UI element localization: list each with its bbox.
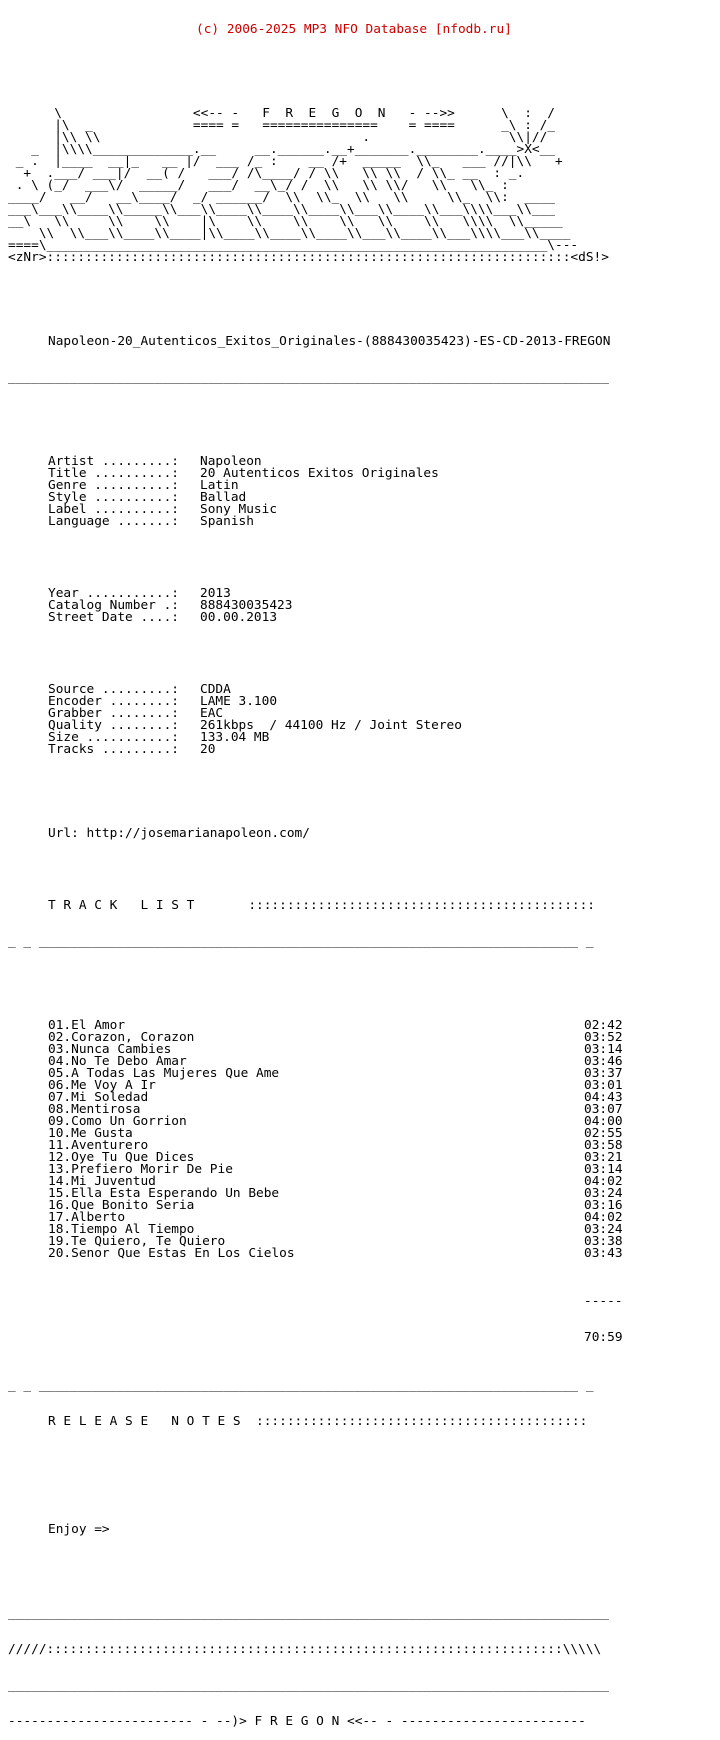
spacer <box>8 648 623 660</box>
track-title: 20.Senor Que Estas En Los Cielos <box>48 1246 295 1261</box>
total-rule-row <box>8 1296 623 1308</box>
info-row <box>8 516 623 528</box>
track-row <box>8 1092 623 1104</box>
info-value: 133.04 MB <box>200 730 270 745</box>
total-time-row <box>8 1332 623 1344</box>
track-time: 02:55 <box>584 1126 623 1141</box>
track-row <box>8 1128 623 1140</box>
credit-header: (c) 2006-2025 MP3 NFO Database [nfodb.ru] <box>196 22 512 37</box>
info-label: Label ..........: <box>48 502 179 517</box>
track-title: 04.No Te Debo Amar <box>48 1054 187 1069</box>
track-title: 16.Que Bonito Seria <box>48 1198 195 1213</box>
track-title: 09.Como Un Gorrion <box>48 1114 187 1129</box>
info-label: Quality ........: <box>48 718 179 733</box>
spacer <box>8 972 623 984</box>
track-time: 02:42 <box>584 1018 623 1033</box>
info-value: Ballad <box>200 490 247 505</box>
info-label: Year ...........: <box>48 586 179 601</box>
info-value: 20 Autenticos Exitos Originales <box>200 466 439 481</box>
track-row <box>8 1056 623 1068</box>
info-block-general <box>8 456 623 528</box>
spacer <box>8 1488 623 1500</box>
track-row <box>8 1116 623 1128</box>
track-row <box>8 1200 623 1212</box>
track-title: 11.Aventurero <box>48 1138 149 1153</box>
track-time: 03:14 <box>584 1162 623 1177</box>
track-time: 04:00 <box>584 1114 623 1129</box>
info-value: Napoleon <box>200 454 262 469</box>
ascii-logo <box>8 108 623 264</box>
track-title: 10.Me Gusta <box>48 1126 133 1141</box>
info-label: Language .......: <box>48 514 179 529</box>
info-label: Tracks .........: <box>48 742 179 757</box>
footer-rule-top: ______________________________________________________________________________ <box>8 1606 609 1621</box>
track-title: 03.Nunca Cambies <box>48 1042 172 1057</box>
info-label: Title ..........: <box>48 466 179 481</box>
track-time: 03:01 <box>584 1078 623 1093</box>
logo-line: _ . |____ __|_ __ |/ ___ /_ : __ /+ _____ \\_ ___ //|\\ + <box>8 154 563 169</box>
info-label: Grabber ........: <box>48 706 179 721</box>
info-row <box>8 612 623 624</box>
track-title: 18.Tiempo Al Tiempo <box>48 1222 195 1237</box>
track-list <box>8 1020 623 1260</box>
track-row <box>8 1224 623 1236</box>
logo-line: ___\___\\____\\_____\\___\\____\\____\\____\\___\\____\\___\\\\___\\___ <box>8 202 556 217</box>
track-time: 04:02 <box>584 1174 623 1189</box>
info-value: 2013 <box>200 586 231 601</box>
info-value: 00.00.2013 <box>200 610 278 625</box>
info-label: Style ..........: <box>48 490 179 505</box>
url-line: Url: http://josemarianapoleon.com/ <box>48 826 310 841</box>
info-value: EAC <box>200 706 224 721</box>
info-value: 20 <box>200 742 216 757</box>
release-name: Napoleon-20_Autenticos_Exitos_Originales-(888430035423)-ES-CD-2013-FREGON <box>48 334 611 349</box>
info-value: LAME 3.100 <box>200 694 278 709</box>
info-label: Source .........: <box>48 682 179 697</box>
nfo-document <box>8 0 623 1740</box>
info-block-release <box>8 588 623 624</box>
track-time: 04:43 <box>584 1090 623 1105</box>
release-notes-header: R E L E A S E N O T E S ::::::::::::::::::::::::::::::::::::::::::: <box>48 1414 588 1429</box>
info-row <box>8 744 623 756</box>
footer-rule-mid: ______________________________________________________________________________ <box>8 1678 609 1693</box>
footer-colon-line: /////:::::::::::::::::::::::::::::::::::::::::::::::::::::::::::::::::::\\\\\ <box>8 1642 602 1657</box>
track-title: 08.Mentirosa <box>48 1102 141 1117</box>
track-time: 03:21 <box>584 1150 623 1165</box>
info-value: Latin <box>200 478 239 493</box>
track-title: 12.Oye Tu Que Dices <box>48 1150 195 1165</box>
track-row <box>8 1104 623 1116</box>
track-row <box>8 1020 623 1032</box>
total-time: 70:59 <box>584 1330 623 1345</box>
track-time: 03:24 <box>584 1222 623 1237</box>
logo-line: <zNr>::::::::::::::::::::::::::::::::::::::::::::::::::::::::::::::::::::<dS!> <box>8 250 609 265</box>
track-row <box>8 1176 623 1188</box>
track-time: 03:58 <box>584 1138 623 1153</box>
separator: _ _ ______________________________________________________________________ _ <box>8 1378 594 1393</box>
track-title: 02.Corazon, Corazon <box>48 1030 195 1045</box>
logo-line: _ |\\\\_____________.__ __.______.__+_______.________.____>X<__ <box>8 142 556 157</box>
info-value: 888430035423 <box>200 598 293 613</box>
info-label: Catalog Number .: <box>48 598 179 613</box>
spacer <box>8 1560 623 1572</box>
track-row <box>8 1188 623 1200</box>
info-value: Sony Music <box>200 502 278 517</box>
track-time: 03:16 <box>584 1198 623 1213</box>
track-title: 17.Alberto <box>48 1210 126 1225</box>
info-label: Street Date ....: <box>48 610 179 625</box>
track-title: 13.Prefiero Morir De Pie <box>48 1162 233 1177</box>
info-label: Artist .........: <box>48 454 179 469</box>
tracklist-header: T R A C K L I S T ::::::::::::::::::::::::::::::::::::::::::::: <box>48 898 596 913</box>
track-row <box>8 1080 623 1092</box>
track-row <box>8 1044 623 1056</box>
info-value: Spanish <box>200 514 254 529</box>
logo-line: ____/ __/ __\____/ _/ ______/ \\ \\_ \\ \\ \\_ \\: ____ <box>8 190 556 205</box>
logo-line: + .___/ ___|/ __( / ___/ /\____/ / \\ \\ \\ / \\_ __ : _. <box>8 166 525 181</box>
track-title: 14.Mi Juventud <box>48 1174 156 1189</box>
logo-line: __\ \\ \\ \\ |\ \\ \\ \\ \\ \\ \\\\ \\_____ <box>8 214 563 229</box>
track-row <box>8 1032 623 1044</box>
track-time: 03:38 <box>584 1234 623 1249</box>
track-row <box>8 1212 623 1224</box>
info-label: Genre ..........: <box>48 478 179 493</box>
spacer <box>8 864 623 876</box>
track-row <box>8 1236 623 1248</box>
spacer <box>8 60 623 72</box>
track-time: 03:52 <box>584 1030 623 1045</box>
info-block-technical <box>8 684 623 756</box>
track-title: 07.Mi Soledad <box>48 1090 149 1105</box>
info-label: Size ...........: <box>48 730 179 745</box>
track-time: 03:14 <box>584 1042 623 1057</box>
spacer <box>8 1452 623 1464</box>
rule-line: ______________________________________________________________________________ <box>8 370 609 385</box>
track-title: 01.El Amor <box>48 1018 126 1033</box>
spacer <box>8 408 623 420</box>
track-row <box>8 1248 623 1260</box>
track-time: 03:07 <box>584 1102 623 1117</box>
track-time: 03:24 <box>584 1186 623 1201</box>
logo-line: \ <<-- - F R E G O N - -->> \ : / <box>8 106 556 121</box>
track-row <box>8 1164 623 1176</box>
track-time: 04:02 <box>584 1210 623 1225</box>
track-time: 03:46 <box>584 1054 623 1069</box>
spacer <box>8 780 623 792</box>
track-row <box>8 1140 623 1152</box>
track-row <box>8 1068 623 1080</box>
spacer <box>8 300 623 312</box>
logo-line: |\ _ ==== = =============== = ==== _\ : /_ <box>8 118 556 133</box>
logo-line: ====\_________________________________________________________________\--- <box>8 238 579 253</box>
track-title: 19.Te Quiero, Te Quiero <box>48 1234 226 1249</box>
track-title: 15.Ella Esta Esperando Un Bebe <box>48 1186 280 1201</box>
info-value: CDDA <box>200 682 231 697</box>
logo-line: |\\ \\ . \\|// <box>8 130 548 145</box>
logo-line: . \ (_/ ___\/ _____/ ___/ __\_/ / \\ \\ \\/ \\ \\_ : <box>8 178 509 193</box>
enjoy-text: Enjoy => <box>48 1522 110 1537</box>
info-value: 261kbps / 44100 Hz / Joint Stereo <box>200 718 462 733</box>
track-time: 03:37 <box>584 1066 623 1081</box>
logo-line: \\ \\___\\____\\____|\\____\\____\\____\\___\\____\\___\\\\___\\____ <box>8 226 571 241</box>
total-rule: ----- <box>584 1294 623 1309</box>
spacer <box>8 552 623 564</box>
separator: _ _ ______________________________________________________________________ _ <box>8 934 594 949</box>
track-title: 06.Me Voy A Ir <box>48 1078 156 1093</box>
footer-signoff: ------------------------ - --)> F R E G O N <<-- - ------------------------ <box>8 1714 586 1729</box>
track-time: 03:43 <box>584 1246 623 1261</box>
info-label: Encoder ........: <box>48 694 179 709</box>
track-title: 05.A Todas Las Mujeres Que Ame <box>48 1066 280 1081</box>
track-row <box>8 1152 623 1164</box>
